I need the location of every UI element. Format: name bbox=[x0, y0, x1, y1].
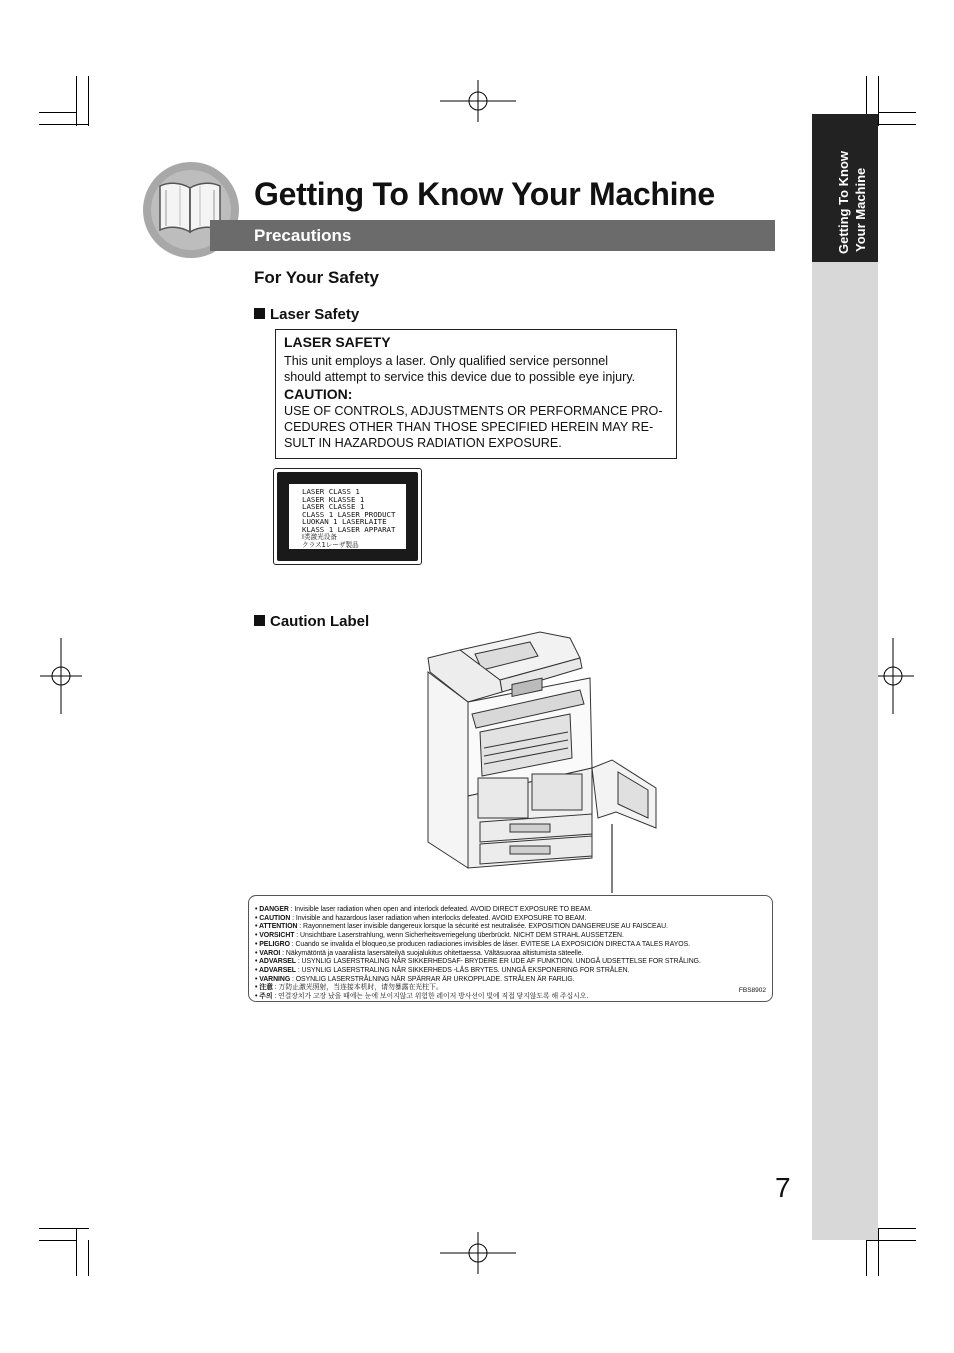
crop-mark bbox=[878, 1228, 879, 1276]
crop-mark bbox=[39, 1228, 89, 1229]
caution-label-strip bbox=[248, 895, 773, 1002]
registration-mark-left bbox=[40, 638, 82, 714]
caution-label-line: • ADVARSEL : USYNLIG LASERSTRALING NÅR SIKKERHEDS -LÅS BRYTES. UNNGÅ EKSPONERING FOR STRÅLEN. bbox=[255, 966, 630, 974]
class-label-line: LASER KLASSE 1 bbox=[302, 494, 365, 504]
crop-mark bbox=[878, 1228, 916, 1229]
safety-subheading: For Your Safety bbox=[254, 268, 380, 287]
class-label-line: KLASS 1 LASER APPARAT bbox=[302, 524, 396, 534]
page-number: 7 bbox=[775, 1172, 791, 1203]
caution-title: CAUTION: bbox=[284, 386, 353, 402]
laser-safety-heading bbox=[254, 306, 359, 323]
caution-label-line: • VORSICHT : Unsichtbare Laserstrahlung, wenn Sicherheitsverriegelung überbrückt. NICHT DEM STRAHL AUSSETZEN. bbox=[255, 932, 624, 940]
caution-label-line: • ATTENTION : Rayonnement laser invisible dangereux lorsque la sécurité est neutralisée. EXPOSITION DANGEREUSE AU FAISCEAU. bbox=[255, 923, 668, 931]
class-label-line: クラス1レーザ製品 bbox=[302, 541, 359, 549]
caution-label-heading-text: Caution Label bbox=[270, 613, 370, 630]
crop-mark bbox=[866, 1240, 916, 1241]
figure-code: FBS8902 bbox=[738, 987, 766, 994]
laser-class-label bbox=[273, 468, 422, 565]
caution-label-line: • VARNING : OSYNLIG LASERSTRÅLNING NÄR SPÄRRAR ÄR URKOPPLADE. STRÅLEN ÄR FARLIG. bbox=[255, 975, 575, 983]
crop-mark bbox=[39, 112, 77, 113]
class-label-line: LUOKAN 1 LASERLAITE bbox=[302, 517, 387, 526]
caution-label-heading bbox=[254, 613, 369, 630]
caution-label-line: • ADVARSEL : USYNLIG LASERSTRALING NÅR SIKKERHEDSAF- BRYDERE ER UDE AF FUNKTION. UNDGÅ UDSETTELSE FOR STRÅLING. bbox=[255, 958, 701, 966]
crop-mark bbox=[76, 1228, 77, 1276]
chapter-tab-line1: Getting To Know bbox=[836, 150, 851, 254]
crop-mark bbox=[88, 76, 89, 126]
caution-line: CEDURES OTHER THAN THOSE SPECIFIED HEREIN MAY RE- bbox=[284, 420, 654, 434]
caution-line: SULT IN HAZARDOUS RADIATION EXPOSURE. bbox=[284, 436, 562, 450]
crop-mark bbox=[39, 1240, 77, 1241]
laser-safety-box bbox=[275, 329, 677, 459]
section-title: Precautions bbox=[254, 226, 352, 245]
laser-safety-heading-text: Laser Safety bbox=[270, 306, 360, 323]
caution-label-line: • PELIGRO : Cuando se invalida el bloqueo,se producen radiaciones invisibles de láser. EVITESE LA EXPOSICIÓN DIRECTA A TALES RAYOS. bbox=[255, 940, 691, 948]
crop-mark bbox=[878, 76, 879, 126]
registration-mark-bottom bbox=[440, 1232, 516, 1274]
caution-label-line: • 注意 : 万防止激光照射，当连接本机时，请勿暴露在光柱下。 bbox=[255, 984, 443, 992]
class-label-line: Ⅰ类激光设备 bbox=[302, 533, 337, 541]
crop-mark bbox=[878, 112, 916, 113]
copier-machine-illustration bbox=[420, 628, 665, 893]
crop-mark bbox=[76, 76, 77, 126]
chapter-tab bbox=[812, 114, 878, 262]
crop-mark bbox=[88, 1240, 89, 1276]
square-bullet-icon bbox=[254, 308, 265, 319]
registration-mark-top bbox=[440, 80, 516, 122]
caution-label-line: • CAUTION : Invisible and hazardous laser radiation when interlocks defeated. AVOID EXPOSURE TO BEAM. bbox=[255, 914, 587, 922]
caution-label-line: • 주의 : 연결장치가 고장 났을 때에는 눈에 보이지않고 위험한 레이저 방사선이 빛에 직접 닿지않도록 해 주십시오. bbox=[255, 993, 589, 1000]
class-label-line: LASER CLASSE 1 bbox=[302, 502, 365, 511]
caution-label-line: • DANGER : Invisible laser radiation when open and interlock defeated. AVOID DIRECT EXPOSURE TO BEAM. bbox=[255, 906, 592, 913]
laser-box-line: This unit employs a laser. Only qualified service personnel bbox=[284, 354, 609, 368]
caution-label-line: • VAROI : Näkymätöntä ja vaaraliista lasersäteilyä suojalukitus ohitettaessa. Vältäsuoraa altistumista säteelle. bbox=[255, 949, 584, 957]
caution-line: USE OF CONTROLS, ADJUSTMENTS OR PERFORMANCE PRO- bbox=[284, 404, 663, 418]
laser-box-line: should attempt to service this device due to possible eye injury. bbox=[284, 370, 636, 384]
registration-mark-right bbox=[872, 638, 914, 714]
crop-mark bbox=[39, 124, 89, 125]
class-label-line: CLASS 1 LASER PRODUCT bbox=[302, 509, 396, 519]
laser-box-title: LASER SAFETY bbox=[284, 334, 391, 350]
square-bullet-icon bbox=[254, 615, 265, 626]
page-title: Getting To Know Your Machine bbox=[254, 176, 715, 212]
side-strip bbox=[812, 114, 878, 1240]
crop-mark bbox=[866, 1240, 867, 1276]
class-label-line: LASER CLASS 1 bbox=[302, 487, 360, 496]
chapter-tab-line2: Your Machine bbox=[853, 167, 868, 252]
